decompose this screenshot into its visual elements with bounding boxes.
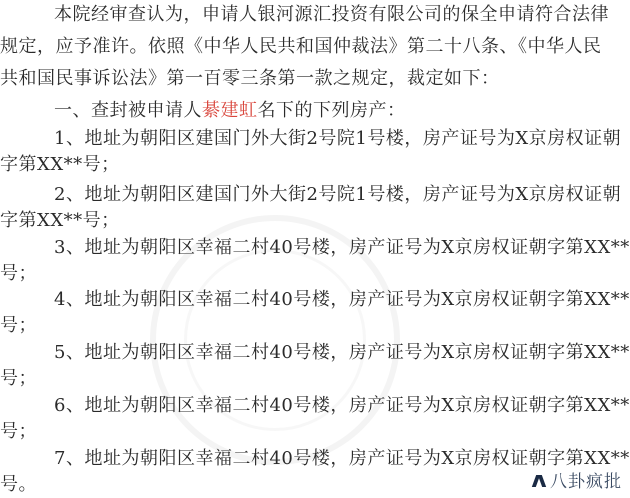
order-suffix: 名下的下列房产： bbox=[257, 100, 406, 121]
paragraph-line-1: 本院经审查认为，申请人银河源汇投资有限公司的保全申请符合法律 bbox=[54, 4, 609, 25]
watermark-text: 八卦疯批 bbox=[550, 472, 622, 492]
item-6-line-b: 号； bbox=[0, 421, 37, 442]
item-4-line-b: 号； bbox=[0, 315, 37, 336]
paragraph-line-3: 共和国民事诉讼法》第一百零三条第一款之规定，裁定如下： bbox=[0, 68, 500, 89]
item-3-line-a: 3、地址为朝阳区幸福二村40号楼，房产证号为X京房权证朝字第XX** bbox=[54, 237, 630, 258]
item-1-line-a: 1、地址为朝阳区建国门外大街2号院1号楼，房产证号为X京房权证朝 bbox=[54, 128, 622, 149]
item-7-line-a: 7、地址为朝阳区幸福二村40号楼，房产证号为X京房权证朝字第XX** bbox=[54, 448, 630, 469]
order-heading bbox=[54, 99, 406, 123]
item-3-line-b: 号； bbox=[0, 263, 37, 284]
item-2-line-b: 字第XX**号； bbox=[0, 210, 120, 231]
item-4-line-a: 4、地址为朝阳区幸福二村40号楼，房产证号为X京房权证朝字第XX** bbox=[54, 289, 630, 310]
source-watermark bbox=[532, 467, 622, 492]
item-5-line-a: 5、地址为朝阳区幸福二村40号楼，房产证号为X京房权证朝字第XX** bbox=[54, 342, 630, 363]
item-2-line-a: 2、地址为朝阳区建国门外大街2号院1号楼，房产证号为X京房权证朝 bbox=[54, 184, 622, 205]
item-5-line-b: 号； bbox=[0, 368, 37, 389]
paragraph-line-2: 规定，应予准许。依照《中华人民共和国仲裁法》第二十八条、《中华人民 bbox=[0, 36, 602, 57]
item-6-line-a: 6、地址为朝阳区幸福二村40号楼，房产证号为X京房权证朝字第XX** bbox=[54, 395, 630, 416]
item-7-line-b: 号。 bbox=[0, 474, 37, 495]
order-prefix: 一、查封被申请人 bbox=[54, 100, 202, 121]
item-1-line-b: 字第XX**号； bbox=[0, 154, 120, 175]
respondent-name: 綦建虹 bbox=[202, 100, 258, 121]
watermark-logo-icon bbox=[532, 473, 548, 487]
